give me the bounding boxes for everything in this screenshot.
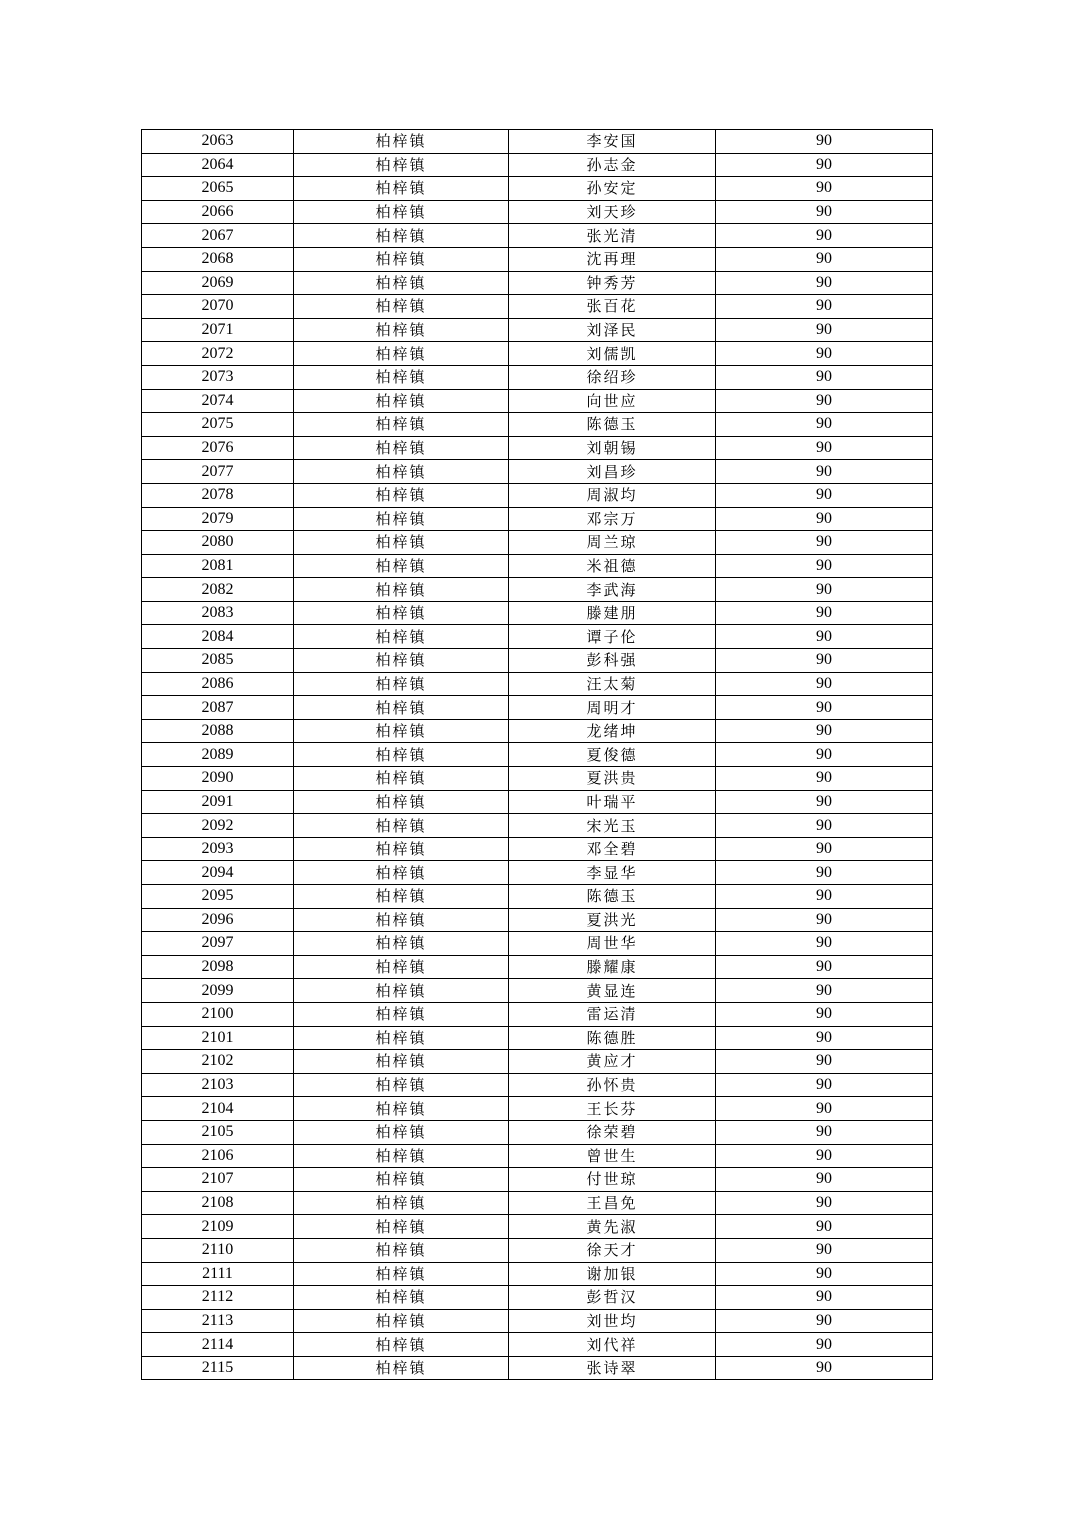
person-name-cell: 刘天珍 bbox=[509, 200, 716, 224]
table-row bbox=[142, 389, 933, 413]
town-cell: 柏梓镇 bbox=[294, 413, 509, 437]
age-cell: 90 bbox=[716, 483, 933, 507]
age-cell: 90 bbox=[716, 1144, 933, 1168]
age-cell: 90 bbox=[716, 318, 933, 342]
age-cell: 90 bbox=[716, 1097, 933, 1121]
serial-number-cell: 2063 bbox=[142, 130, 294, 154]
serial-number-cell: 2099 bbox=[142, 979, 294, 1003]
town-cell: 柏梓镇 bbox=[294, 696, 509, 720]
person-name-cell: 周明才 bbox=[509, 696, 716, 720]
serial-number-cell: 2090 bbox=[142, 767, 294, 791]
age-cell: 90 bbox=[716, 719, 933, 743]
age-cell: 90 bbox=[716, 342, 933, 366]
serial-number-cell: 2074 bbox=[142, 389, 294, 413]
table-row bbox=[142, 908, 933, 932]
person-name-cell: 彭哲汉 bbox=[509, 1286, 716, 1310]
town-cell: 柏梓镇 bbox=[294, 1120, 509, 1144]
serial-number-cell: 2106 bbox=[142, 1144, 294, 1168]
town-cell: 柏梓镇 bbox=[294, 979, 509, 1003]
serial-number-cell: 2079 bbox=[142, 507, 294, 531]
person-name-cell: 雷运清 bbox=[509, 1002, 716, 1026]
table-row bbox=[142, 578, 933, 602]
age-cell: 90 bbox=[716, 389, 933, 413]
age-cell: 90 bbox=[716, 1238, 933, 1262]
town-cell: 柏梓镇 bbox=[294, 1356, 509, 1380]
serial-number-cell: 2088 bbox=[142, 719, 294, 743]
serial-number-cell: 2096 bbox=[142, 908, 294, 932]
serial-number-cell: 2102 bbox=[142, 1050, 294, 1074]
serial-number-cell: 2078 bbox=[142, 483, 294, 507]
table-row bbox=[142, 413, 933, 437]
age-cell: 90 bbox=[716, 601, 933, 625]
town-cell: 柏梓镇 bbox=[294, 483, 509, 507]
town-cell: 柏梓镇 bbox=[294, 1262, 509, 1286]
table-row bbox=[142, 531, 933, 555]
town-cell: 柏梓镇 bbox=[294, 1168, 509, 1192]
town-cell: 柏梓镇 bbox=[294, 247, 509, 271]
person-name-cell: 叶瑞平 bbox=[509, 790, 716, 814]
age-cell: 90 bbox=[716, 1002, 933, 1026]
serial-number-cell: 2111 bbox=[142, 1262, 294, 1286]
town-cell: 柏梓镇 bbox=[294, 177, 509, 201]
town-cell: 柏梓镇 bbox=[294, 885, 509, 909]
table-row bbox=[142, 790, 933, 814]
serial-number-cell: 2087 bbox=[142, 696, 294, 720]
age-cell: 90 bbox=[716, 814, 933, 838]
town-cell: 柏梓镇 bbox=[294, 531, 509, 555]
age-cell: 90 bbox=[716, 861, 933, 885]
table-row bbox=[142, 224, 933, 248]
town-cell: 柏梓镇 bbox=[294, 365, 509, 389]
age-cell: 90 bbox=[716, 649, 933, 673]
serial-number-cell: 2101 bbox=[142, 1026, 294, 1050]
person-name-cell: 米祖德 bbox=[509, 554, 716, 578]
table-row bbox=[142, 554, 933, 578]
person-name-cell: 孙志金 bbox=[509, 153, 716, 177]
person-name-cell: 张百花 bbox=[509, 295, 716, 319]
serial-number-cell: 2112 bbox=[142, 1286, 294, 1310]
table-row bbox=[142, 1073, 933, 1097]
town-cell: 柏梓镇 bbox=[294, 837, 509, 861]
person-name-cell: 夏洪贵 bbox=[509, 767, 716, 791]
serial-number-cell: 2109 bbox=[142, 1215, 294, 1239]
age-cell: 90 bbox=[716, 413, 933, 437]
age-cell: 90 bbox=[716, 271, 933, 295]
table-row bbox=[142, 1215, 933, 1239]
person-name-cell: 宋光玉 bbox=[509, 814, 716, 838]
person-name-cell: 钟秀芳 bbox=[509, 271, 716, 295]
age-cell: 90 bbox=[716, 1286, 933, 1310]
age-cell: 90 bbox=[716, 767, 933, 791]
table-row bbox=[142, 932, 933, 956]
town-cell: 柏梓镇 bbox=[294, 1333, 509, 1357]
serial-number-cell: 2068 bbox=[142, 247, 294, 271]
person-name-cell: 向世应 bbox=[509, 389, 716, 413]
town-cell: 柏梓镇 bbox=[294, 436, 509, 460]
person-name-cell: 徐天才 bbox=[509, 1238, 716, 1262]
table-row bbox=[142, 507, 933, 531]
town-cell: 柏梓镇 bbox=[294, 1002, 509, 1026]
table-row bbox=[142, 1333, 933, 1357]
town-cell: 柏梓镇 bbox=[294, 554, 509, 578]
person-name-cell: 谭子伦 bbox=[509, 625, 716, 649]
age-cell: 90 bbox=[716, 295, 933, 319]
table-row bbox=[142, 1309, 933, 1333]
serial-number-cell: 2082 bbox=[142, 578, 294, 602]
age-cell: 90 bbox=[716, 436, 933, 460]
table-row bbox=[142, 1050, 933, 1074]
age-cell: 90 bbox=[716, 1120, 933, 1144]
serial-number-cell: 2070 bbox=[142, 295, 294, 319]
person-name-cell: 付世琼 bbox=[509, 1168, 716, 1192]
serial-number-cell: 2095 bbox=[142, 885, 294, 909]
person-name-cell: 李显华 bbox=[509, 861, 716, 885]
table-row bbox=[142, 837, 933, 861]
town-cell: 柏梓镇 bbox=[294, 861, 509, 885]
town-cell: 柏梓镇 bbox=[294, 767, 509, 791]
table-row bbox=[142, 153, 933, 177]
age-cell: 90 bbox=[716, 578, 933, 602]
serial-number-cell: 2093 bbox=[142, 837, 294, 861]
table-row bbox=[142, 247, 933, 271]
age-cell: 90 bbox=[716, 1026, 933, 1050]
person-name-cell: 孙怀贵 bbox=[509, 1073, 716, 1097]
table-row bbox=[142, 318, 933, 342]
serial-number-cell: 2104 bbox=[142, 1097, 294, 1121]
age-cell: 90 bbox=[716, 1050, 933, 1074]
serial-number-cell: 2075 bbox=[142, 413, 294, 437]
town-cell: 柏梓镇 bbox=[294, 389, 509, 413]
town-cell: 柏梓镇 bbox=[294, 672, 509, 696]
serial-number-cell: 2072 bbox=[142, 342, 294, 366]
serial-number-cell: 2081 bbox=[142, 554, 294, 578]
town-cell: 柏梓镇 bbox=[294, 1309, 509, 1333]
town-cell: 柏梓镇 bbox=[294, 200, 509, 224]
serial-number-cell: 2097 bbox=[142, 932, 294, 956]
person-name-cell: 刘代祥 bbox=[509, 1333, 716, 1357]
serial-number-cell: 2080 bbox=[142, 531, 294, 555]
age-cell: 90 bbox=[716, 200, 933, 224]
serial-number-cell: 2108 bbox=[142, 1191, 294, 1215]
town-cell: 柏梓镇 bbox=[294, 153, 509, 177]
town-cell: 柏梓镇 bbox=[294, 295, 509, 319]
age-cell: 90 bbox=[716, 1309, 933, 1333]
age-cell: 90 bbox=[716, 1073, 933, 1097]
person-name-cell: 黄先淑 bbox=[509, 1215, 716, 1239]
age-cell: 90 bbox=[716, 743, 933, 767]
table-row bbox=[142, 861, 933, 885]
person-name-cell: 张光清 bbox=[509, 224, 716, 248]
person-name-cell: 龙绪坤 bbox=[509, 719, 716, 743]
serial-number-cell: 2064 bbox=[142, 153, 294, 177]
serial-number-cell: 2076 bbox=[142, 436, 294, 460]
table-row bbox=[142, 1191, 933, 1215]
person-name-cell: 滕建朋 bbox=[509, 601, 716, 625]
table-row bbox=[142, 130, 933, 154]
town-cell: 柏梓镇 bbox=[294, 507, 509, 531]
table-row bbox=[142, 200, 933, 224]
person-name-cell: 滕耀康 bbox=[509, 955, 716, 979]
serial-number-cell: 2066 bbox=[142, 200, 294, 224]
town-cell: 柏梓镇 bbox=[294, 1215, 509, 1239]
town-cell: 柏梓镇 bbox=[294, 601, 509, 625]
person-name-cell: 夏俊德 bbox=[509, 743, 716, 767]
serial-number-cell: 2092 bbox=[142, 814, 294, 838]
serial-number-cell: 2083 bbox=[142, 601, 294, 625]
age-cell: 90 bbox=[716, 224, 933, 248]
town-cell: 柏梓镇 bbox=[294, 271, 509, 295]
town-cell: 柏梓镇 bbox=[294, 625, 509, 649]
person-name-cell: 汪太菊 bbox=[509, 672, 716, 696]
age-cell: 90 bbox=[716, 1356, 933, 1380]
town-cell: 柏梓镇 bbox=[294, 790, 509, 814]
town-cell: 柏梓镇 bbox=[294, 1026, 509, 1050]
table-row bbox=[142, 672, 933, 696]
person-name-cell: 夏洪光 bbox=[509, 908, 716, 932]
table-row bbox=[142, 625, 933, 649]
town-cell: 柏梓镇 bbox=[294, 932, 509, 956]
age-cell: 90 bbox=[716, 1333, 933, 1357]
age-cell: 90 bbox=[716, 625, 933, 649]
serial-number-cell: 2085 bbox=[142, 649, 294, 673]
person-name-cell: 刘儒凯 bbox=[509, 342, 716, 366]
serial-number-cell: 2071 bbox=[142, 318, 294, 342]
serial-number-cell: 2114 bbox=[142, 1333, 294, 1357]
age-cell: 90 bbox=[716, 531, 933, 555]
serial-number-cell: 2089 bbox=[142, 743, 294, 767]
serial-number-cell: 2086 bbox=[142, 672, 294, 696]
person-name-cell: 沈再理 bbox=[509, 247, 716, 271]
town-cell: 柏梓镇 bbox=[294, 719, 509, 743]
town-cell: 柏梓镇 bbox=[294, 1286, 509, 1310]
table-row bbox=[142, 1120, 933, 1144]
age-cell: 90 bbox=[716, 460, 933, 484]
roster-table bbox=[141, 129, 933, 1380]
age-cell: 90 bbox=[716, 932, 933, 956]
age-cell: 90 bbox=[716, 790, 933, 814]
roster-table-body bbox=[142, 130, 933, 1380]
town-cell: 柏梓镇 bbox=[294, 224, 509, 248]
town-cell: 柏梓镇 bbox=[294, 649, 509, 673]
person-name-cell: 王长芬 bbox=[509, 1097, 716, 1121]
town-cell: 柏梓镇 bbox=[294, 1238, 509, 1262]
age-cell: 90 bbox=[716, 247, 933, 271]
person-name-cell: 谢加银 bbox=[509, 1262, 716, 1286]
age-cell: 90 bbox=[716, 696, 933, 720]
person-name-cell: 周兰琼 bbox=[509, 531, 716, 555]
town-cell: 柏梓镇 bbox=[294, 460, 509, 484]
table-row bbox=[142, 601, 933, 625]
serial-number-cell: 2067 bbox=[142, 224, 294, 248]
person-name-cell: 刘朝锡 bbox=[509, 436, 716, 460]
table-row bbox=[142, 1097, 933, 1121]
serial-number-cell: 2103 bbox=[142, 1073, 294, 1097]
serial-number-cell: 2107 bbox=[142, 1168, 294, 1192]
age-cell: 90 bbox=[716, 153, 933, 177]
town-cell: 柏梓镇 bbox=[294, 578, 509, 602]
table-row bbox=[142, 696, 933, 720]
table-row bbox=[142, 365, 933, 389]
person-name-cell: 陈德胜 bbox=[509, 1026, 716, 1050]
person-name-cell: 刘昌珍 bbox=[509, 460, 716, 484]
person-name-cell: 周世华 bbox=[509, 932, 716, 956]
table-row bbox=[142, 1002, 933, 1026]
age-cell: 90 bbox=[716, 672, 933, 696]
person-name-cell: 邓全碧 bbox=[509, 837, 716, 861]
serial-number-cell: 2094 bbox=[142, 861, 294, 885]
age-cell: 90 bbox=[716, 955, 933, 979]
table-row bbox=[142, 271, 933, 295]
person-name-cell: 徐绍珍 bbox=[509, 365, 716, 389]
table-row bbox=[142, 295, 933, 319]
table-row bbox=[142, 885, 933, 909]
table-row bbox=[142, 1168, 933, 1192]
age-cell: 90 bbox=[716, 837, 933, 861]
town-cell: 柏梓镇 bbox=[294, 1097, 509, 1121]
town-cell: 柏梓镇 bbox=[294, 1050, 509, 1074]
person-name-cell: 陈德玉 bbox=[509, 885, 716, 909]
person-name-cell: 徐荣碧 bbox=[509, 1120, 716, 1144]
person-name-cell: 黄应才 bbox=[509, 1050, 716, 1074]
person-name-cell: 王昌免 bbox=[509, 1191, 716, 1215]
person-name-cell: 彭科强 bbox=[509, 649, 716, 673]
age-cell: 90 bbox=[716, 554, 933, 578]
table-row bbox=[142, 814, 933, 838]
person-name-cell: 李武海 bbox=[509, 578, 716, 602]
town-cell: 柏梓镇 bbox=[294, 908, 509, 932]
serial-number-cell: 2091 bbox=[142, 790, 294, 814]
age-cell: 90 bbox=[716, 1262, 933, 1286]
person-name-cell: 陈德玉 bbox=[509, 413, 716, 437]
table-row bbox=[142, 1144, 933, 1168]
person-name-cell: 刘世均 bbox=[509, 1309, 716, 1333]
table-row bbox=[142, 1286, 933, 1310]
table-row bbox=[142, 177, 933, 201]
table-row bbox=[142, 342, 933, 366]
age-cell: 90 bbox=[716, 1168, 933, 1192]
table-row bbox=[142, 979, 933, 1003]
person-name-cell: 孙安定 bbox=[509, 177, 716, 201]
age-cell: 90 bbox=[716, 1191, 933, 1215]
serial-number-cell: 2084 bbox=[142, 625, 294, 649]
table-row bbox=[142, 743, 933, 767]
age-cell: 90 bbox=[716, 365, 933, 389]
table-row bbox=[142, 436, 933, 460]
table-row bbox=[142, 483, 933, 507]
serial-number-cell: 2077 bbox=[142, 460, 294, 484]
table-row bbox=[142, 1356, 933, 1380]
age-cell: 90 bbox=[716, 507, 933, 531]
age-cell: 90 bbox=[716, 130, 933, 154]
person-name-cell: 周淑均 bbox=[509, 483, 716, 507]
town-cell: 柏梓镇 bbox=[294, 1191, 509, 1215]
town-cell: 柏梓镇 bbox=[294, 743, 509, 767]
serial-number-cell: 2100 bbox=[142, 1002, 294, 1026]
serial-number-cell: 2098 bbox=[142, 955, 294, 979]
person-name-cell: 曾世生 bbox=[509, 1144, 716, 1168]
age-cell: 90 bbox=[716, 177, 933, 201]
serial-number-cell: 2105 bbox=[142, 1120, 294, 1144]
table-row bbox=[142, 1262, 933, 1286]
table-row bbox=[142, 1026, 933, 1050]
table-row bbox=[142, 460, 933, 484]
town-cell: 柏梓镇 bbox=[294, 955, 509, 979]
age-cell: 90 bbox=[716, 908, 933, 932]
town-cell: 柏梓镇 bbox=[294, 130, 509, 154]
person-name-cell: 黄显连 bbox=[509, 979, 716, 1003]
serial-number-cell: 2065 bbox=[142, 177, 294, 201]
age-cell: 90 bbox=[716, 979, 933, 1003]
town-cell: 柏梓镇 bbox=[294, 342, 509, 366]
serial-number-cell: 2069 bbox=[142, 271, 294, 295]
town-cell: 柏梓镇 bbox=[294, 1144, 509, 1168]
table-row bbox=[142, 649, 933, 673]
age-cell: 90 bbox=[716, 1215, 933, 1239]
serial-number-cell: 2115 bbox=[142, 1356, 294, 1380]
serial-number-cell: 2110 bbox=[142, 1238, 294, 1262]
person-name-cell: 刘泽民 bbox=[509, 318, 716, 342]
table-row bbox=[142, 955, 933, 979]
town-cell: 柏梓镇 bbox=[294, 1073, 509, 1097]
age-cell: 90 bbox=[716, 885, 933, 909]
person-name-cell: 张诗翠 bbox=[509, 1356, 716, 1380]
table-row bbox=[142, 767, 933, 791]
person-name-cell: 李安国 bbox=[509, 130, 716, 154]
serial-number-cell: 2113 bbox=[142, 1309, 294, 1333]
person-name-cell: 邓宗万 bbox=[509, 507, 716, 531]
serial-number-cell: 2073 bbox=[142, 365, 294, 389]
town-cell: 柏梓镇 bbox=[294, 318, 509, 342]
table-row bbox=[142, 719, 933, 743]
table-row bbox=[142, 1238, 933, 1262]
town-cell: 柏梓镇 bbox=[294, 814, 509, 838]
